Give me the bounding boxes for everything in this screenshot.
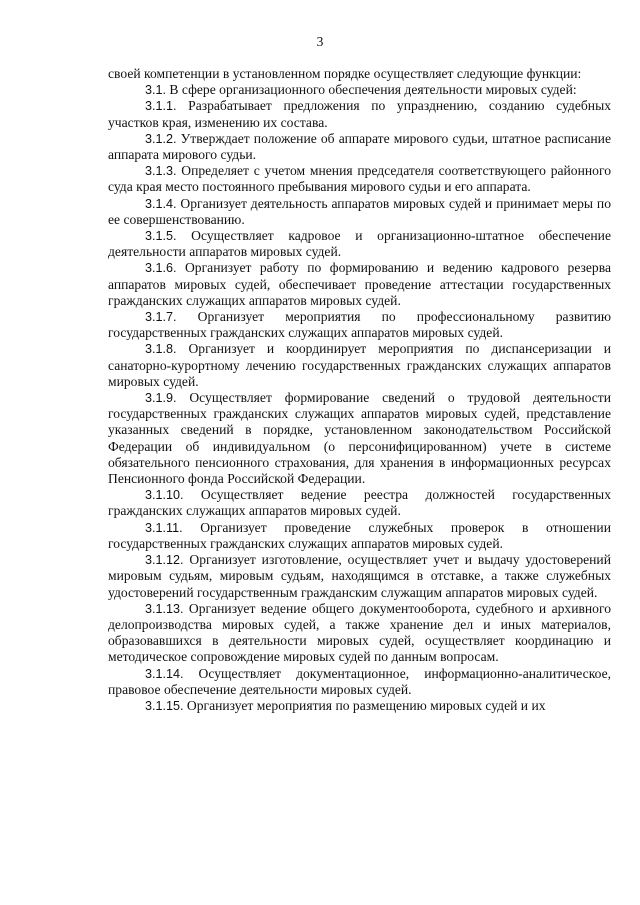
clause-number: 3.1. <box>145 83 167 98</box>
clause-number: 3.1.9. <box>145 391 177 406</box>
clause-number: 3.1.15. <box>145 698 184 713</box>
paragraph-text: Организует деятельность аппаратов мировых судей и принимает меры по ее совершенствованию. <box>108 195 611 227</box>
paragraph-3-1-4 <box>108 196 611 228</box>
paragraph-text: Организует изготовление, осуществляет учет и выдачу удостоверений мировым судьям, мировым судьям, находящимся в отставке, а также служебных удостоверений государственным гражданским служащим аппаратов мировых судей. <box>108 552 611 600</box>
paragraph-3-1-7 <box>108 309 611 341</box>
clause-number: 3.1.13. <box>145 601 184 616</box>
paragraph-text: Осуществляет ведение реестра должностей государственных гражданских служащих аппаратов мировых судей. <box>108 487 611 519</box>
paragraph-text: В сфере организационного обеспечения деятельности мировых судей: <box>166 82 577 98</box>
paragraph-3-1-6 <box>108 260 611 309</box>
paragraph-3-1-5 <box>108 228 611 260</box>
paragraph-text: Разрабатывает предложения по упразднению, созданию судебных участков края, изменению их состава. <box>108 98 611 130</box>
clause-number: 3.1.6. <box>145 261 177 276</box>
paragraph-text: своей компетенции в установленном порядке осуществляет следующие функции: <box>108 66 582 81</box>
clause-number: 3.1.7. <box>145 310 177 325</box>
clause-number: 3.1.11. <box>145 520 183 535</box>
paragraph-text: Осуществляет формирование сведений о трудовой деятельности государственных гражданских служащих аппаратов мировых судей, представление указанных сведений в порядке, установленном законодательством Российской Федерации об индивидуальном (о персонифицированном) учете в системе обязательного пенсионного страхования, для хранения в информационных ресурсах Пенсионного фонда Российской Федерации. <box>108 390 611 487</box>
clause-number: 3.1.5. <box>145 229 177 244</box>
paragraph-text: Организует работу по формированию и ведению кадрового резерва аппаратов мировых судей, обеспечивает проведение аттестации государственных гражданских служащих аппаратов мировых судей. <box>108 260 611 308</box>
paragraph-text: Организует мероприятия по размещению мировых судей и их <box>183 697 546 713</box>
clause-number: 3.1.4. <box>145 196 177 211</box>
clause-number: 3.1.12. <box>145 553 184 568</box>
paragraph-3-1-10 <box>108 487 611 519</box>
paragraph-3-1-12 <box>108 552 611 601</box>
paragraph-3-1-8 <box>108 341 611 390</box>
paragraph-3-1-13 <box>108 601 611 666</box>
paragraph-3-1-15 <box>108 698 611 714</box>
paragraph-text: Осуществляет документационное, информационно-аналитическое, правовое обеспечение деятельности мировых судей. <box>108 665 611 697</box>
paragraph-3-1 <box>108 82 611 98</box>
paragraph-3-1-3 <box>108 163 611 195</box>
paragraph-intro <box>108 66 611 82</box>
document-body <box>108 66 611 714</box>
paragraph-text: Определяет с учетом мнения председателя соответствующего районного суда края место постоянного пребывания мирового судьи и его аппарата. <box>108 163 611 195</box>
clause-number: 3.1.2. <box>145 131 177 146</box>
paragraph-3-1-14 <box>108 666 611 698</box>
clause-number: 3.1.10. <box>145 488 184 503</box>
paragraph-text: Организует ведение общего документооборота, судебного и архивного делопроизводства мировых судей, а также хранение дел и иных материалов, образовавшихся в деятельности мировых судей, осуществляет координацию и методическое сопровождение мировых судей по данным вопросам. <box>108 600 611 665</box>
paragraph-text: Осуществляет кадровое и организационно-штатное обеспечение деятельности аппаратов мировых судей. <box>108 228 611 260</box>
clause-number: 3.1.3. <box>145 164 177 179</box>
paragraph-3-1-1 <box>108 98 611 130</box>
clause-number: 3.1.14. <box>145 666 184 681</box>
paragraph-3-1-11 <box>108 520 611 552</box>
paragraph-text: Утверждает положение об аппарате мирового судьи, штатное расписание аппарата мирового судьи. <box>108 130 611 163</box>
paragraph-text: Организует мероприятия по профессиональному развитию государственных гражданских служащих аппаратов мировых судей. <box>108 309 611 341</box>
paragraph-3-1-2 <box>108 131 611 163</box>
clause-number: 3.1.8. <box>145 342 177 357</box>
paragraph-text: Организует проведение служебных проверок в отношении государственных гражданских служащих аппаратов мировых судей. <box>108 519 611 551</box>
page-number: 3 <box>316 34 324 49</box>
paragraph-text: Организует и координирует мероприятия по диспансеризации и санаторно-курортному лечению государственных гражданских служащих аппаратов мировых судей. <box>108 341 611 389</box>
clause-number: 3.1.1. <box>145 99 177 114</box>
paragraph-3-1-9 <box>108 390 611 487</box>
